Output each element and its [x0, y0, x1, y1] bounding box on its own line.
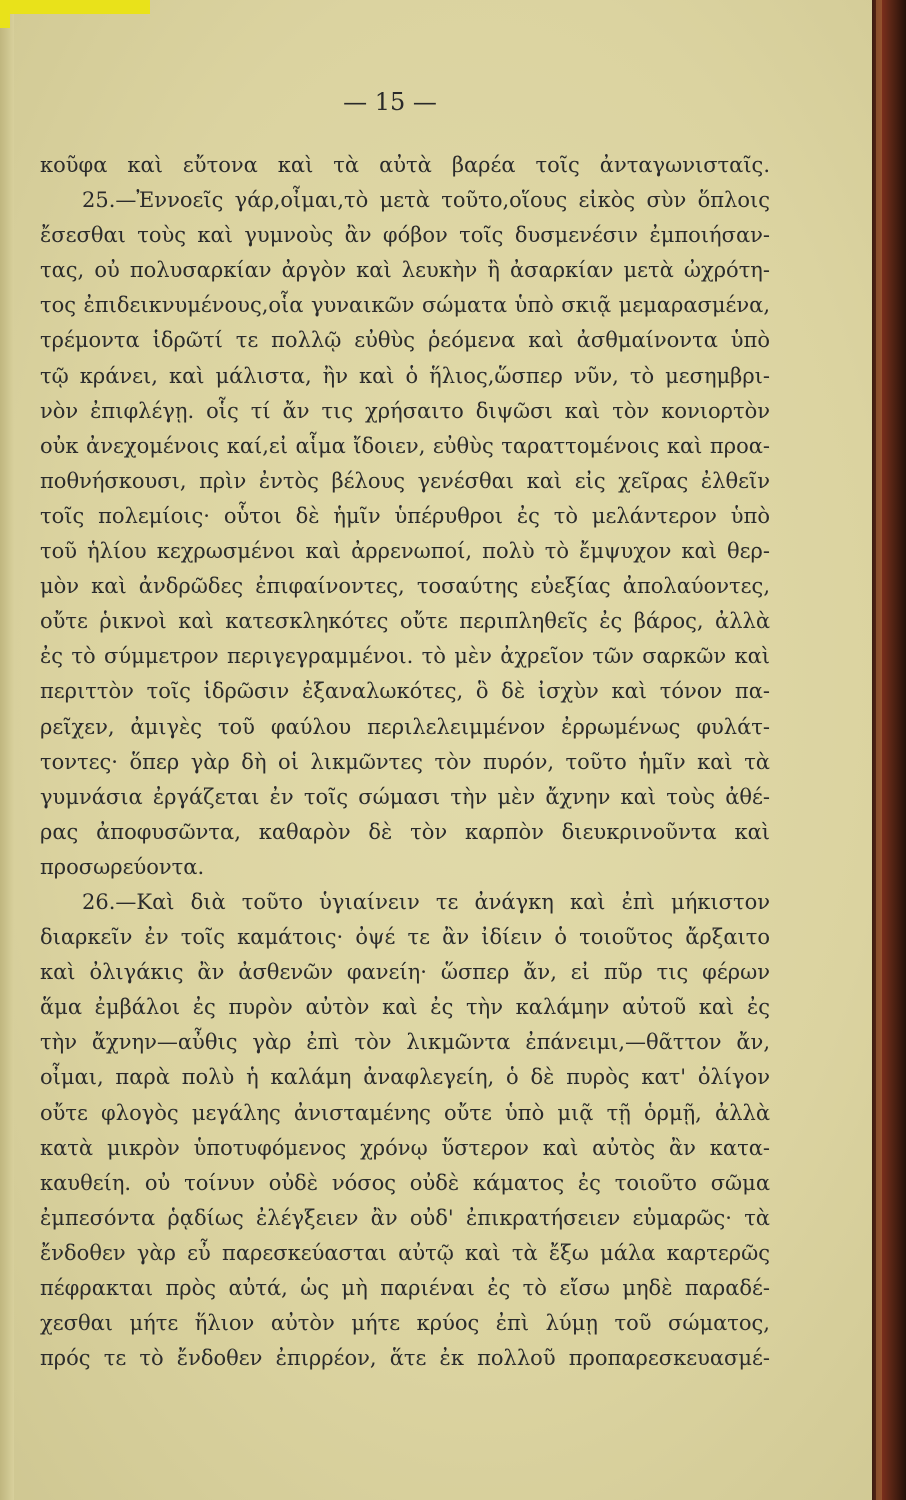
text-line: διαρκεῖν ἐν τοῖς καμάτοις· ὀψέ τε ἂν ἰδίειν ὁ τοιοῦτος ἄρξαιτο [40, 925, 770, 950]
text-line: ἐς τὸ σύμμετρον περιγεγραμμένοι. τὸ μὲν ἀχρεῖον τῶν σαρκῶν καὶ [40, 644, 770, 669]
text-line: γυμνάσια ἐργάζεται ἐν τοῖς σώμασι τὴν μὲν ἄχνην καὶ τοὺς ἀθέ- [40, 784, 770, 809]
text-line: καυθείη. οὐ τοίνυν οὐδὲ νόσος οὐδὲ κάματος ἐς τοιοῦτο σῶμα [40, 1170, 770, 1195]
text-line: ποθνήσκουσι, πρὶν ἐντὸς βέλους γενέσθαι καὶ εἰς χεῖρας ἐλθεῖν [40, 468, 770, 493]
text-line: τρέμοντα ἱδρῶτί τε πολλῷ εὐθὺς ῥεόμενα καὶ ἀσθμαίνοντα ὑπὸ [40, 328, 770, 353]
text-line: οὔτε φλογὸς μεγάλης ἀνισταμένης οὔτε ὑπὸ μιᾷ τῇ ὁρμῇ, ἀλλὰ [40, 1100, 770, 1125]
text-line: 25.—Ἐννοεῖς γάρ,οἶμαι,τὸ μετὰ τοῦτο,οἵους εἰκὸς σὺν ὅπλοις [82, 188, 770, 213]
text-line: ἔνδοθεν γὰρ εὖ παρεσκεύασται αὐτῷ καὶ τὰ ἔξω μάλα καρτερῶς [40, 1240, 770, 1265]
page-left-edge [0, 0, 14, 1500]
text-line: ρας ἀποφυσῶντα, καθαρὸν δὲ τὸν καρπὸν διευκρινοῦντα καὶ [40, 819, 770, 844]
text-line: νὸν ἐπιφλέγῃ. οἷς τί ἄν τις χρήσαιτο διψῶσι καὶ τὸν κονιορτὸν [40, 398, 770, 423]
text-line: μὸν καὶ ἀνδρῶδες ἐπιφαίνοντες, τοσαύτης εὐεξίας ἀπολαύοντες, [40, 574, 770, 599]
text-line: τος ἐπιδεικνυμένους,οἷα γυναικῶν σώματα ὑπὸ σκιᾷ μεμαρασμένα, [40, 293, 770, 318]
text-line: περιττὸν τοῖς ἱδρῶσιν ἐξαναλωκότες, ὃ δὲ ἰσχὺν καὶ τόνον πα- [40, 679, 770, 704]
text-line: πρός τε τὸ ἔνδοθεν ἐπιρρέον, ἅτε ἐκ πολλοῦ προπαρεσκευασμέ- [40, 1346, 770, 1371]
text-line: ἅμα ἐμβάλοι ἐς πυρὸν αὐτὸν καὶ ἐς τὴν καλάμην αὐτοῦ καὶ ἐς [40, 995, 770, 1020]
book-binding-highlight [876, 0, 882, 1500]
text-line: 26.—Καὶ διὰ τοῦτο ὑγιαίνειν τε ἀνάγκη καὶ ἐπὶ μήκιστον [82, 889, 770, 914]
page-number: — 15 — [343, 88, 437, 116]
text-line: τῷ κράνει, καὶ μάλιστα, ἢν καὶ ὁ ἥλιος,ὥσπερ νῦν, τὸ μεσημβρι- [40, 363, 770, 388]
text-line: τας, οὐ πολυσαρκίαν ἀργὸν καὶ λευκὴν ἢ ἀσαρκίαν μετὰ ὠχρότη- [40, 258, 770, 283]
text-line: κατὰ μικρὸν ὑποτυφόμενος χρόνῳ ὕστερον καὶ αὐτὸς ἂν κατα- [40, 1135, 770, 1160]
text-line: ἐμπεσόντα ῥᾳδίως ἐλέγξειεν ἂν οὐδ' ἐπικρατήσειεν εὐμαρῶς· τὰ [40, 1205, 770, 1230]
text-line: τοντες· ὅπερ γὰρ δὴ οἱ λικμῶντες τὸν πυρόν, τοῦτο ἡμῖν καὶ τὰ [40, 749, 770, 774]
text-line: καὶ ὀλιγάκις ἂν ἀσθενῶν φανείη· ὥσπερ ἄν, εἰ πῦρ τις φέρων [40, 960, 770, 985]
text-line: ἔσεσθαι τοὺς καὶ γυμνοὺς ἂν φόβον τοῖς δυσμενέσιν ἐμποιήσαν- [40, 223, 770, 248]
text-line: οἶμαι, παρὰ πολὺ ἡ καλάμη ἀναφλεγείη, ὁ δὲ πυρὸς κατ' ὀλίγον [40, 1065, 770, 1090]
yellow-tab-marker-side [0, 0, 10, 28]
text-line: τοῖς πολεμίοις· οὗτοι δὲ ἡμῖν ὑπέρυθροι ἐς τὸ μελάντερον ὑπὸ [40, 503, 770, 528]
text-line: πέφρακται πρὸς αὐτά, ὡς μὴ παριέναι ἐς τὸ εἴσω μηδὲ παραδέ- [40, 1276, 770, 1300]
text-line: οὔτε ῥικνοὶ καὶ κατεσκληκότες οὔτε περιπληθεῖς ἐς βάρος, ἀλλὰ [40, 609, 770, 634]
text-line: χεσθαι μήτε ἥλιον αὐτὸν μήτε κρύος ἐπὶ λύμῃ τοῦ σώματος, [40, 1311, 770, 1336]
body-text [40, 148, 770, 1376]
text-line: προσωρεύοντα. [40, 854, 205, 879]
text-line: οὐκ ἀνεχομένοις καί,εἰ αἷμα ἴδοιεν, εὐθὺς ταραττομένοις καὶ προα- [40, 433, 770, 458]
text-line: κοῦφα καὶ εὔτονα καὶ τὰ αὐτὰ βαρέα τοῖς ἀνταγωνισταῖς. [40, 153, 770, 177]
text-line: ρεῖχεν, ἀμιγὲς τοῦ φαύλου περιλελειμμένον ἐρρωμένως φυλάτ- [40, 714, 770, 739]
yellow-tab-marker [0, 0, 150, 14]
text-line: τὴν ἄχνην—αὖθις γὰρ ἐπὶ τὸν λικμῶντα ἐπάνειμι,—θᾶττον ἄν, [40, 1030, 770, 1055]
text-line: τοῦ ἡλίου κεχρωσμένοι καὶ ἀρρενωποί, πολὺ τὸ ἔμψυχον καὶ θερ- [40, 539, 770, 564]
